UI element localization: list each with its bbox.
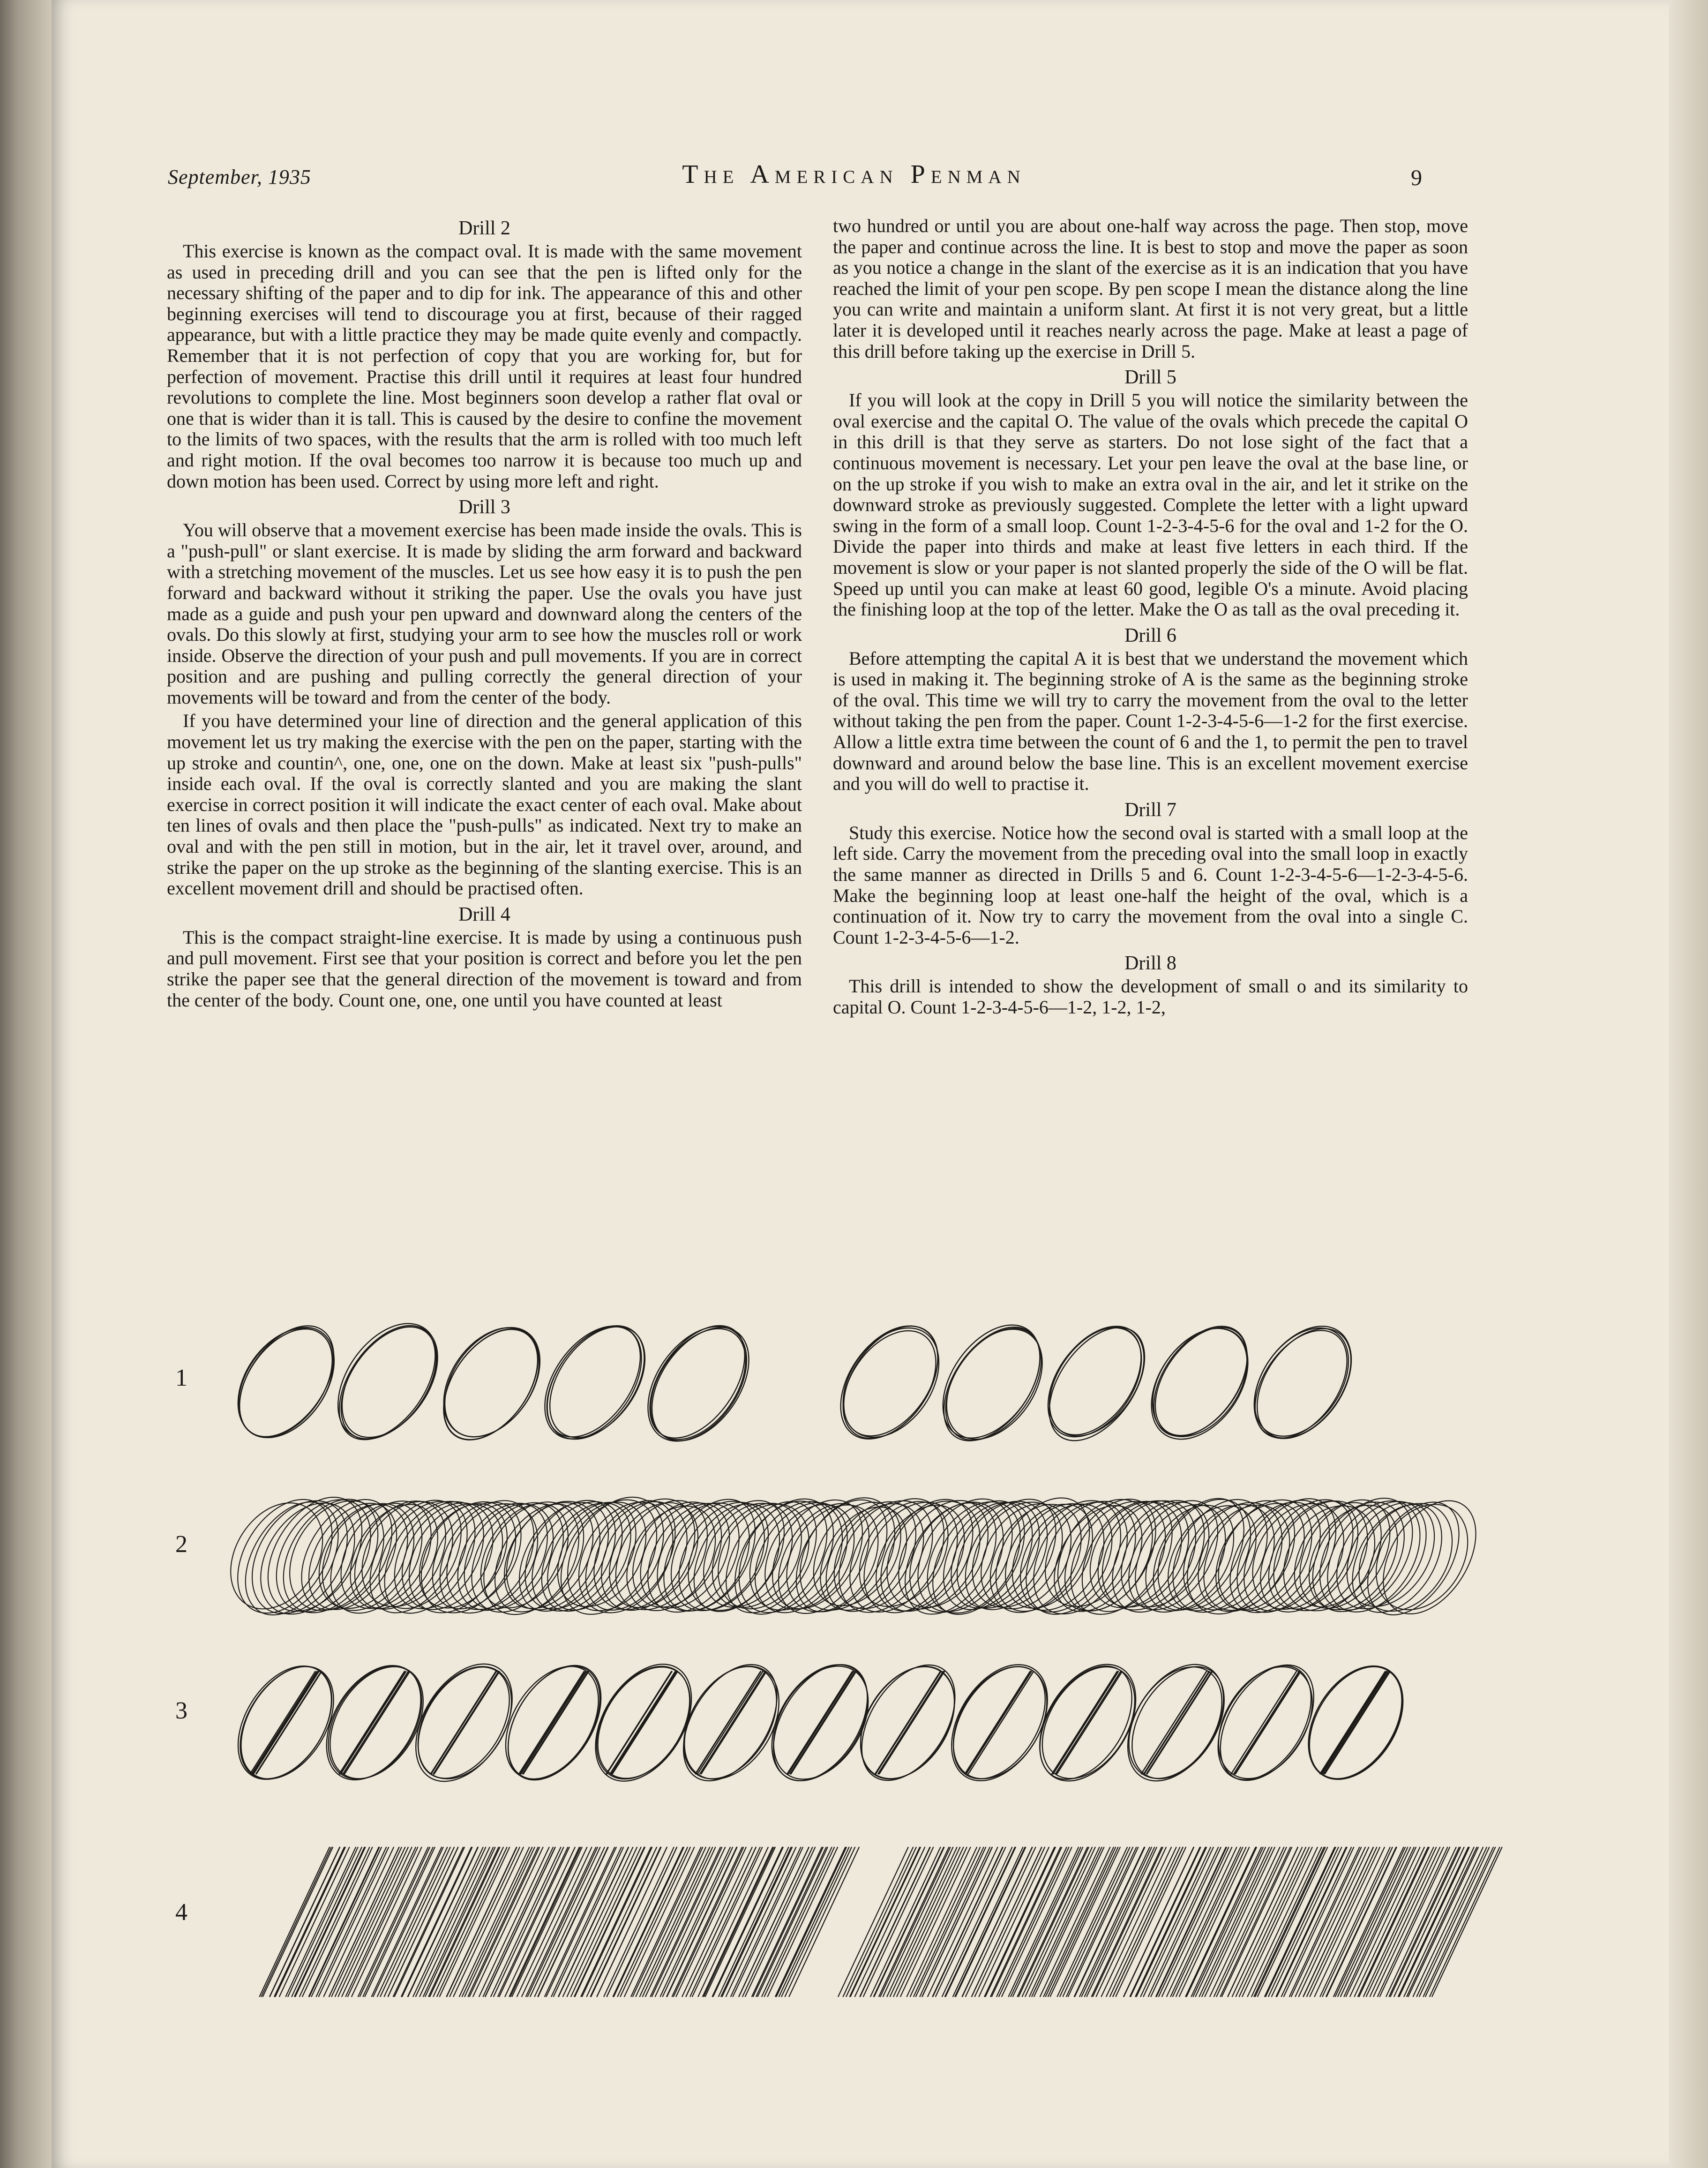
- straight-line-stroke: [1425, 1847, 1496, 1997]
- push-pull-stroke: [522, 1671, 588, 1774]
- straight-line-stroke: [1416, 1847, 1487, 1997]
- oval-stroke: [824, 1310, 959, 1455]
- drill-4-heading: Drill 4: [458, 903, 510, 925]
- binding-gutter: [0, 0, 52, 2168]
- straight-line-stroke: [955, 1847, 1025, 1997]
- straight-line-stroke: [295, 1847, 366, 1997]
- straight-line-stroke: [985, 1847, 1056, 1997]
- straight-line-stroke: [1430, 1847, 1500, 1997]
- push-pull-stroke: [965, 1671, 1030, 1774]
- straight-line-stroke: [1338, 1847, 1408, 1997]
- straight-line-stroke: [785, 1847, 855, 1997]
- straight-line-stroke: [597, 1847, 667, 1997]
- page-edge: [1669, 0, 1708, 2168]
- push-pull-stroke: [1052, 1671, 1117, 1774]
- drill-6-paragraph: Before attempting the capital A it is best that we understand the movement which is used in making it. The beginning stroke of A is the same as the beginning stroke of the oval. This time we will try to carry the movement from the oval to the letter without taking the pen from the paper. Count 1-2-3-4-5-6—1-2 for the first exercise. Allow a little extra time between the count of 6 and the 1, to permit the pen to travel downward and around below the base line. This is an excellent movement exercise and you will do well to practise it.: [833, 647, 1468, 795]
- issue-date: September, 1935: [168, 165, 311, 188]
- straight-line-stroke: [1389, 1847, 1459, 1997]
- straight-line-stroke: [910, 1847, 981, 1997]
- straight-line-stroke: [1268, 1847, 1339, 1997]
- straight-line-stroke: [420, 1847, 490, 1997]
- straight-line-stroke: [1096, 1847, 1166, 1997]
- drill-label-3: 3: [175, 1697, 187, 1724]
- compact-oval-stroke: [736, 1486, 866, 1629]
- straight-line-stroke: [491, 1847, 561, 1997]
- drill-3-heading: Drill 3: [458, 496, 510, 518]
- straight-line-stroke: [1386, 1847, 1456, 1997]
- straight-line-stroke: [483, 1847, 553, 1997]
- drill-2-compact-oval-band: [234, 1486, 1481, 1627]
- drill-label-1: 1: [175, 1365, 187, 1391]
- straight-line-stroke: [551, 1847, 622, 1997]
- magazine-title: The American Penman: [682, 160, 1026, 189]
- straight-line-stroke: [512, 1847, 582, 1997]
- drill-5-paragraph: If you will look at the copy in Drill 5 you will notice the similarity between the oval exercise and the capital O. The value of the ovals which precede the capital O in this drill is that they serve as starters. Do not lose sight of the fact that a continuous movement is necessary. Let your pen leave the oval at the base line, or on the up stroke if you wish to make an extra oval in the air, and let it strike on the downward stroke as previously suggested. Complete the letter with a light upward swing in the form of a small loop. Count 1-2-3-4-5-6 for the oval and 1-2 for the O. Divide the paper into thirds and make at least five letters in each third. If the movement is slow or your paper is not slanted properly the side of the O will be flat. Speed up until you can make at least 60 good, legible O's a minute. Avoid placing the finishing loop at the top of the letter. Make the O as tall as the oval preceding it.: [833, 390, 1468, 620]
- oval-stroke: [320, 1308, 455, 1457]
- straight-line-stroke: [1255, 1847, 1326, 1997]
- right-column: [833, 216, 1468, 1021]
- straight-line-stroke: [854, 1847, 925, 1997]
- compact-oval-stroke: [428, 1487, 556, 1626]
- straight-line-stroke: [860, 1847, 930, 1997]
- straight-line-stroke: [604, 1847, 674, 1997]
- oval-stroke: [630, 1309, 764, 1455]
- drill-1-oval-rows: [234, 1313, 1481, 1453]
- straight-line-stroke: [843, 1847, 913, 1997]
- straight-line-stroke: [756, 1847, 826, 1997]
- push-pull-stroke: [523, 1671, 589, 1774]
- straight-line-stroke: [874, 1847, 944, 1997]
- drill-8-heading: Drill 8: [1124, 953, 1176, 975]
- drill-label-4: 4: [175, 1899, 187, 1926]
- drill-4-straight-line-exercise: [234, 1838, 1481, 2006]
- push-pull-stroke: [606, 1671, 672, 1774]
- straight-line-stroke: [553, 1847, 623, 1997]
- straight-line-stroke: [574, 1847, 644, 1997]
- oval-stroke: [424, 1313, 557, 1457]
- straight-line-stroke: [1239, 1847, 1309, 1997]
- straight-line-stroke: [1214, 1847, 1284, 1997]
- compact-oval-stroke: [232, 1484, 367, 1631]
- straight-line-stroke: [880, 1847, 951, 1997]
- straight-line-stroke: [1299, 1847, 1369, 1997]
- straight-line-stroke: [705, 1847, 775, 1997]
- oval-stroke: [1131, 1310, 1268, 1457]
- push-pull-stroke: [1147, 1671, 1213, 1774]
- straight-line-stroke: [722, 1847, 792, 1997]
- straight-line-stroke: [890, 1847, 960, 1997]
- straight-line-stroke: [686, 1847, 756, 1997]
- straight-line-stroke: [1012, 1847, 1083, 1997]
- straight-line-stroke: [365, 1847, 435, 1997]
- oval-stroke: [318, 1305, 457, 1457]
- drill-5-heading: Drill 5: [1124, 367, 1176, 389]
- straight-line-stroke: [650, 1847, 720, 1997]
- straight-line-stroke: [1346, 1847, 1416, 1997]
- straight-line-stroke: [342, 1847, 412, 1997]
- drill-3-paragraph-1: You will observe that a movement exercise has been made inside the ovals. This is a "push-pull" or slant exercise. It is made by sliding the arm forward and backward with a stretching movement of the muscles. Let us see how easy it is to push the pen forward and backward without it striking the paper. Use the ovals you have just made as a guide and push your pen upward and downward along the centers of the ovals. Do this slowly at first, studying your arm to see how the muscles roll or work inside. Observe the direction of your push and pull movements. If you are in correct position and are pushing and pulling correctly the general direction of your movements will be toward and from the center of the body.: [167, 519, 802, 708]
- straight-line-stroke: [900, 1847, 971, 1997]
- straight-line-stroke: [309, 1847, 380, 1997]
- drill-label-2: 2: [175, 1531, 187, 1558]
- drill-2-paragraph: This exercise is known as the compact oval. It is made with the same movement as used in preceding drill and you can see that the pen is lifted only for the necessary shifting of the paper and to dip for ink. The appearance of this and other beginning exercises will tend to discourage you at first, because of their ragged appearance, but with a little practice they may be made quite evenly and compactly. Remember that it is not perfection of copy that you are working for, but for perfection of movement. Practise this drill until it requires at least four hundred revolutions to complete the line. Most beginners soon develop a rather flat oval or one that is wider than it is tall. This is caused by the desire to confine the movement to the limits of two spaces, with the results that the arm is rolled with too much left and right motion. If the oval becomes too narrow it is because too much up and down motion has been used. Correct by using more left and right.: [167, 240, 802, 492]
- drill-4-paragraph: This is the compact straight-line exercise. It is made by using a continuous push and pull movement. First see that your position is correct and before you let the pen strike the paper see that the general direction of the movement is toward and from the center of the body. Count one, one, one until you have counted at least: [167, 926, 802, 1011]
- drill-7-heading: Drill 7: [1124, 799, 1176, 821]
- straight-line-stroke: [393, 1847, 463, 1997]
- straight-line-stroke: [979, 1847, 1049, 1997]
- oval-stroke: [1234, 1308, 1371, 1456]
- straight-line-stroke: [1322, 1847, 1393, 1997]
- straight-line-stroke: [581, 1847, 651, 1997]
- straight-line-stroke: [1378, 1847, 1448, 1997]
- straight-line-stroke: [915, 1847, 986, 1997]
- drill-8-paragraph: This drill is intended to show the development of small o and its similarity to capital O. Count 1-2-3-4-5-6—1-2, 1-2, 1-2,: [833, 975, 1468, 1018]
- straight-line-stroke: [1284, 1847, 1354, 1997]
- left-column: [167, 216, 802, 1013]
- straight-line-stroke: [1022, 1847, 1092, 1997]
- straight-line-stroke: [459, 1847, 530, 1997]
- drill-7-paragraph: Study this exercise. Notice how the second oval is started with a small loop at the left side. Carry the movement from the preceding oval into the small loop in exactly the same manner as directed in Drills 5 and 6. Count 1-2-3-4-5-6—1-2-3-4-5-6. Make the beginning loop at least one-half the height of the oval, which is a continuation of it. Now try to carry the movement from the oval into a single C. Count 1-2-3-4-5-6—1-2.: [833, 822, 1468, 948]
- straight-line-stroke: [527, 1847, 598, 1997]
- straight-line-stroke: [1199, 1847, 1269, 1997]
- straight-line-stroke: [933, 1847, 1003, 1997]
- straight-line-stroke: [446, 1847, 517, 1997]
- oval-stroke: [425, 1312, 557, 1457]
- drill-2-heading: Drill 2: [458, 218, 510, 239]
- compact-oval-stroke: [1117, 1488, 1244, 1628]
- page-number: 9: [1411, 165, 1422, 190]
- straight-line-stroke: [1029, 1847, 1100, 1997]
- drill-6-heading: Drill 6: [1124, 624, 1176, 646]
- straight-line-stroke: [371, 1847, 442, 1997]
- straight-line-stroke: [1335, 1847, 1405, 1997]
- straight-line-stroke: [545, 1847, 615, 1997]
- straight-line-stroke: [1063, 1847, 1133, 1997]
- straight-line-stroke: [850, 1847, 921, 1997]
- straight-line-stroke: [408, 1847, 478, 1997]
- straight-line-stroke: [731, 1847, 801, 1997]
- straight-line-stroke: [1079, 1847, 1150, 1997]
- drill-4-continuation: two hundred or until you are about one-half way across the page. Then stop, move the paper and continue across the line. It is best to stop and move the paper as soon as you notice a change in the slant of the exercise as it is an indication that you have reached the limit of your pen scope. By pen scope I mean the distance along the line you can write and maintain a uniform slant. At first it is not very great, but a little later it is developed until it reaches nearly across the page. Make at least a page of this drill before taking up the exercise in Drill 5.: [833, 215, 1468, 362]
- drill-3-paragraph-2: If you have determined your line of direction and the general application of this movement let us try making the exercise with the pen on the paper, starting with the up stroke and countin^, one, one, one on the down. Make at least six "push-pulls" inside each oval. If the oval is correctly slanted and you are making the slant exercise in correct position it will indicate the exact center of each oval. Make about ten lines of ovals and then place the "push-pulls" as indicated. Next try to make an oval and with the pen still in motion, but in the air, let it travel over, around, and strike the paper on the up stroke as the beginning of the slanting exercise. This is an excellent movement drill and should be practised often.: [167, 710, 802, 899]
- oval-stroke: [1135, 1309, 1266, 1453]
- compact-oval-stroke: [344, 1485, 472, 1623]
- straight-line-stroke: [1156, 1847, 1227, 1997]
- straight-line-stroke: [779, 1847, 849, 1997]
- compact-oval-stroke: [1364, 1484, 1495, 1630]
- straight-line-stroke: [1032, 1847, 1102, 1997]
- oval-stroke: [1030, 1309, 1163, 1453]
- drill-3-push-pull-ovals: [234, 1650, 1481, 1795]
- push-pull-stroke: [697, 1671, 763, 1774]
- compact-oval-stroke: [1218, 1484, 1348, 1629]
- drill-illustrations: [159, 1303, 1491, 2123]
